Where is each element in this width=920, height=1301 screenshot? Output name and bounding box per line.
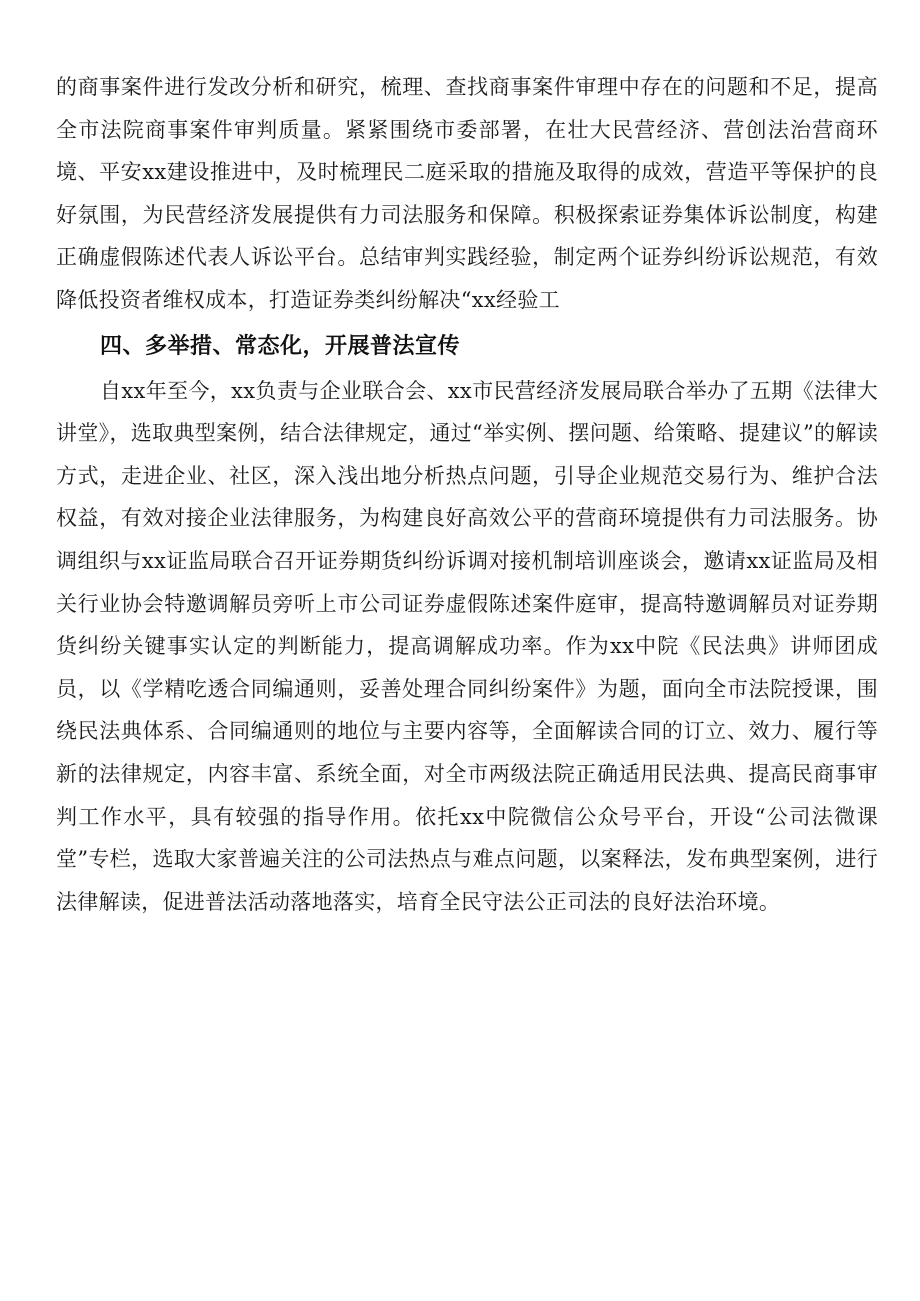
body-paragraph: 自xx年至今，xx负责与企业联合会、xx市民营经济发展局联合举办了五期《法律大讲堂》，选取典型案例，结合法律规定，通过“举实例、摆问题、给策略、提建议”的解读方式，走进企业、社区，深入浅出地分析热点问题，引导企业规范交易行为、维护合法权益，有效对接企业法律服务，为构建良好高效公平的营商环境提供有力司法服务。协调组织与xx证监局联合召开证券期货纠纷诉调对接机制培训座谈会，邀请xx证监局及相关行业协会特邀调解员旁听上市公司证券虚假陈述案件庭审，提高特邀调解员对证券期货纠纷关键事实认定的判断能力，提高调解成功率。作为xx中院《民法典》讲师团成员，以《学精吃透合同编通则，妥善处理合同纠纷案件》为题，面向全市法院授课，围绕民法典体系、合同编通则的地位与主要内容等，全面解读合同的订立、效力、履行等新的法律规定，内容丰富、系统全面，对全市两级法院正确适用民法典、提高民商事审判工作水平，具有较强的指导作用。依托xx中院微信公众号平台，开设“公司法微课堂”专栏，选取大家普遍关注的公司法热点与难点问题，以案释法，发布典型案例，进行法律解读，促进普法活动落地落实，培育全民守法公正司法的良好法治环境。: [56, 378, 878, 914]
body-paragraph: 的商事案件进行发改分析和研究，梳理、查找商事案件审理中存在的问题和不足，提高全市法院商事案件审判质量。紧紧围绕市委部署，在壮大民营经济、营创法治营商环境、平安xx建设推进中，及时梳理民二庭采取的措施及取得的成效，营造平等保护的良好氛围，为民营经济发展提供有力司法服务和保障。积极探索证券集体诉讼制度，构建正确虚假陈述代表人诉讼平台。总结审判实践经验，制定两个证券纠纷诉讼规范，有效降低投资者维权成本，打造证券类纠纷解决“xx经验工: [56, 75, 878, 312]
section-heading: 四、多举措、常态化，开展普法宣传: [100, 333, 461, 359]
document-body: [56, 66, 878, 923]
